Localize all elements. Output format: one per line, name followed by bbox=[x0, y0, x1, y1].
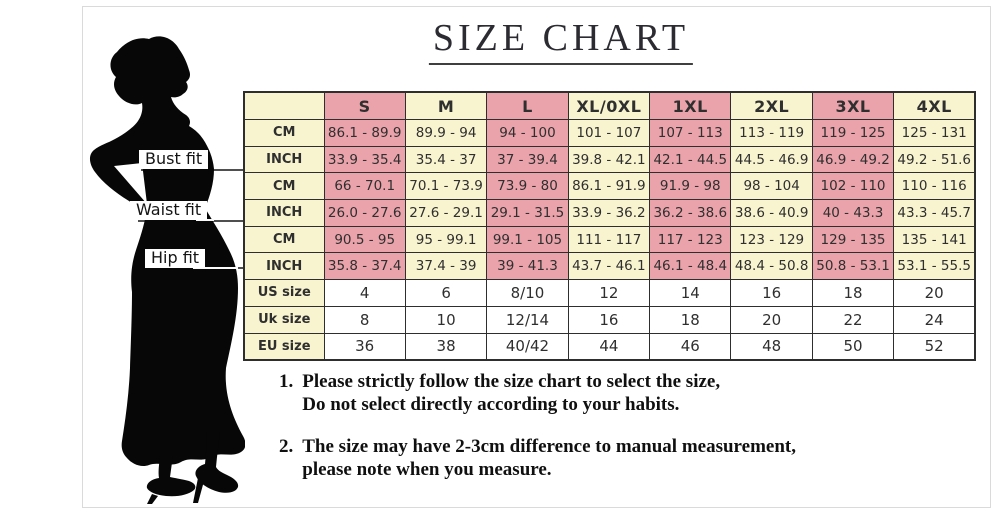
value-cell: 40 - 43.3 bbox=[812, 200, 893, 227]
value-cell: 50 bbox=[812, 333, 893, 360]
bust-fit-label: Bust fit bbox=[139, 150, 208, 169]
value-cell: 107 - 113 bbox=[650, 120, 731, 147]
table-row bbox=[244, 173, 975, 200]
value-cell: 44 bbox=[568, 333, 649, 360]
value-cell: 20 bbox=[894, 280, 975, 307]
value-cell: 102 - 110 bbox=[812, 173, 893, 200]
value-cell: 44.5 - 46.9 bbox=[731, 146, 812, 173]
size-col-header: M bbox=[405, 92, 486, 120]
note-1-text bbox=[302, 371, 720, 416]
value-cell: 8 bbox=[324, 306, 405, 333]
row-label-cell: CM bbox=[244, 173, 324, 200]
value-cell: 26.0 - 27.6 bbox=[324, 200, 405, 227]
size-col-header: 4XL bbox=[894, 92, 975, 120]
value-cell: 36.2 - 38.6 bbox=[650, 200, 731, 227]
value-cell: 37.4 - 39 bbox=[405, 253, 486, 280]
value-cell: 98 - 104 bbox=[731, 173, 812, 200]
note-1-number: 1. bbox=[279, 371, 294, 392]
value-cell: 33.9 - 35.4 bbox=[324, 146, 405, 173]
row-label-cell: US size bbox=[244, 280, 324, 307]
value-cell: 135 - 141 bbox=[894, 226, 975, 253]
value-cell: 22 bbox=[812, 306, 893, 333]
value-cell: 35.8 - 37.4 bbox=[324, 253, 405, 280]
table-row bbox=[244, 146, 975, 173]
row-label-cell: Uk size bbox=[244, 306, 324, 333]
value-cell: 95 - 99.1 bbox=[405, 226, 486, 253]
size-col-header: L bbox=[487, 92, 568, 120]
row-label-cell: CM bbox=[244, 226, 324, 253]
value-cell: 99.1 - 105 bbox=[487, 226, 568, 253]
note-1-line-1: Please strictly follow the size chart to select the size, bbox=[302, 371, 721, 392]
table-row bbox=[244, 120, 975, 147]
row-label-cell: CM bbox=[244, 120, 324, 147]
value-cell: 20 bbox=[731, 306, 812, 333]
value-cell: 123 - 129 bbox=[731, 226, 812, 253]
value-cell: 33.9 - 36.2 bbox=[568, 200, 649, 227]
value-cell: 6 bbox=[405, 280, 486, 307]
value-cell: 18 bbox=[650, 306, 731, 333]
woman-silhouette-icon bbox=[85, 33, 245, 508]
row-label-cell: INCH bbox=[244, 146, 324, 173]
value-cell: 16 bbox=[731, 280, 812, 307]
note-2-text bbox=[302, 436, 796, 481]
page-title: SIZE CHART bbox=[429, 18, 693, 65]
value-cell: 38 bbox=[405, 333, 486, 360]
value-cell: 117 - 123 bbox=[650, 226, 731, 253]
value-cell: 27.6 - 29.1 bbox=[405, 200, 486, 227]
value-cell: 119 - 125 bbox=[812, 120, 893, 147]
row-label-cell: EU size bbox=[244, 333, 324, 360]
value-cell: 46 bbox=[650, 333, 731, 360]
value-cell: 125 - 131 bbox=[894, 120, 975, 147]
hip-fit-label: Hip fit bbox=[145, 249, 205, 268]
corner-cell bbox=[244, 92, 324, 120]
value-cell: 40/42 bbox=[487, 333, 568, 360]
size-table bbox=[243, 91, 976, 361]
table-row bbox=[244, 333, 975, 360]
note-1 bbox=[279, 371, 720, 416]
value-cell: 4 bbox=[324, 280, 405, 307]
value-cell: 48 bbox=[731, 333, 812, 360]
value-cell: 43.3 - 45.7 bbox=[894, 200, 975, 227]
value-cell: 36 bbox=[324, 333, 405, 360]
value-cell: 53.1 - 55.5 bbox=[894, 253, 975, 280]
size-col-header: S bbox=[324, 92, 405, 120]
value-cell: 46.1 - 48.4 bbox=[650, 253, 731, 280]
size-col-header: XL/0XL bbox=[568, 92, 649, 120]
size-table-wrap bbox=[243, 91, 976, 361]
value-cell: 89.9 - 94 bbox=[405, 120, 486, 147]
size-col-header: 1XL bbox=[650, 92, 731, 120]
table-row bbox=[244, 253, 975, 280]
value-cell: 86.1 - 89.9 bbox=[324, 120, 405, 147]
value-cell: 39.8 - 42.1 bbox=[568, 146, 649, 173]
value-cell: 86.1 - 91.9 bbox=[568, 173, 649, 200]
value-cell: 66 - 70.1 bbox=[324, 173, 405, 200]
value-cell: 38.6 - 40.9 bbox=[731, 200, 812, 227]
table-row bbox=[244, 226, 975, 253]
note-2-line-1: The size may have 2-3cm difference to manual measurement, bbox=[302, 436, 796, 457]
size-col-header: 3XL bbox=[812, 92, 893, 120]
row-label-cell: INCH bbox=[244, 253, 324, 280]
value-cell: 29.1 - 31.5 bbox=[487, 200, 568, 227]
waist-fit-label: Waist fit bbox=[130, 201, 207, 220]
note-2-number: 2. bbox=[279, 436, 294, 457]
table-row bbox=[244, 280, 975, 307]
value-cell: 70.1 - 73.9 bbox=[405, 173, 486, 200]
value-cell: 10 bbox=[405, 306, 486, 333]
value-cell: 46.9 - 49.2 bbox=[812, 146, 893, 173]
note-2-line-2: please note when you measure. bbox=[302, 458, 552, 480]
value-cell: 52 bbox=[894, 333, 975, 360]
value-cell: 90.5 - 95 bbox=[324, 226, 405, 253]
value-cell: 94 - 100 bbox=[487, 120, 568, 147]
value-cell: 111 - 117 bbox=[568, 226, 649, 253]
value-cell: 24 bbox=[894, 306, 975, 333]
value-cell: 110 - 116 bbox=[894, 173, 975, 200]
value-cell: 14 bbox=[650, 280, 731, 307]
value-cell: 113 - 119 bbox=[731, 120, 812, 147]
value-cell: 43.7 - 46.1 bbox=[568, 253, 649, 280]
size-col-header: 2XL bbox=[731, 92, 812, 120]
value-cell: 101 - 107 bbox=[568, 120, 649, 147]
note-1-line-2: Do not select directly according to your habits. bbox=[302, 393, 680, 415]
size-header-row bbox=[244, 92, 975, 120]
value-cell: 12 bbox=[568, 280, 649, 307]
value-cell: 37 - 39.4 bbox=[487, 146, 568, 173]
size-table-body bbox=[244, 92, 975, 360]
row-label-cell: INCH bbox=[244, 200, 324, 227]
value-cell: 49.2 - 51.6 bbox=[894, 146, 975, 173]
value-cell: 35.4 - 37 bbox=[405, 146, 486, 173]
table-row bbox=[244, 200, 975, 227]
value-cell: 50.8 - 53.1 bbox=[812, 253, 893, 280]
value-cell: 42.1 - 44.5 bbox=[650, 146, 731, 173]
value-cell: 73.9 - 80 bbox=[487, 173, 568, 200]
value-cell: 39 - 41.3 bbox=[487, 253, 568, 280]
value-cell: 129 - 135 bbox=[812, 226, 893, 253]
value-cell: 16 bbox=[568, 306, 649, 333]
value-cell: 48.4 - 50.8 bbox=[731, 253, 812, 280]
value-cell: 91.9 - 98 bbox=[650, 173, 731, 200]
table-row bbox=[244, 306, 975, 333]
note-2 bbox=[279, 436, 796, 481]
value-cell: 12/14 bbox=[487, 306, 568, 333]
value-cell: 18 bbox=[812, 280, 893, 307]
value-cell: 8/10 bbox=[487, 280, 568, 307]
